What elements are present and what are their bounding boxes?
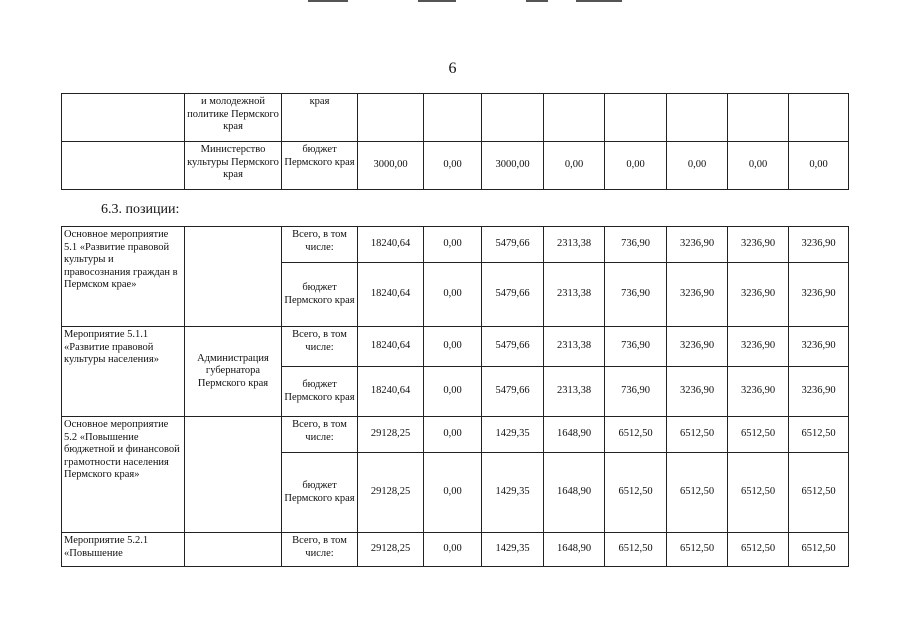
table-row [62,327,849,367]
amount-cell: 6512,50 [789,453,849,533]
amount-cell: 0,00 [424,533,482,567]
amount-cell: 1648,90 [544,533,605,567]
amount-cell [424,94,482,142]
amount-cell: 6512,50 [728,533,789,567]
amount-cell: 5479,66 [482,327,544,367]
amount-cell: 1429,35 [482,533,544,567]
amount-cell: 2313,38 [544,263,605,327]
funding-source-cell: бюджет Пермского края [282,263,358,327]
table-row [62,227,849,263]
amount-cell: 736,90 [605,227,667,263]
amount-cell: 736,90 [605,327,667,367]
amount-cell: 3236,90 [667,327,728,367]
amount-cell: 0,00 [544,142,605,190]
activity-name-cell: Мероприятие 5.2.1 «Повышение [62,533,185,567]
amount-cell: 3236,90 [789,227,849,263]
responsible-cell: Администрация губернатора Пермского края [185,327,282,417]
funding-source-cell: Всего, в том числе: [282,417,358,453]
activity-name-cell: Основное мероприятие 5.2 «Повышение бюджетной и финансовой грамотности населения Пермского края» [62,417,185,533]
amount-cell [605,94,667,142]
responsible-cell [185,417,282,533]
amount-cell: 3236,90 [728,263,789,327]
amount-cell: 736,90 [605,263,667,327]
amount-cell: 0,00 [789,142,849,190]
funding-source-cell: бюджет Пермского края [282,453,358,533]
table-row [62,417,849,453]
responsible-cell: и молодежной политике Пермского края [185,94,282,142]
amount-cell [358,94,424,142]
amount-cell: 3236,90 [728,367,789,417]
amount-cell: 18240,64 [358,263,424,327]
amount-cell: 5479,66 [482,263,544,327]
amount-cell: 3236,90 [667,367,728,417]
amount-cell: 3236,90 [667,263,728,327]
amount-cell [728,94,789,142]
scan-edge-line [308,0,348,2]
continuation-table [61,93,849,190]
amount-cell: 3000,00 [358,142,424,190]
amount-cell: 2313,38 [544,367,605,417]
funding-source-cell: бюджет Пермского края [282,142,358,190]
table-row [62,533,849,567]
amount-cell [667,94,728,142]
amount-cell [789,94,849,142]
amount-cell: 0,00 [728,142,789,190]
amount-cell: 6512,50 [728,417,789,453]
amount-cell: 6512,50 [605,533,667,567]
scan-edge-line [418,0,456,2]
program-cell [62,94,185,142]
amount-cell: 2313,38 [544,227,605,263]
amount-cell: 1429,35 [482,417,544,453]
amount-cell: 6512,50 [667,417,728,453]
amount-cell: 0,00 [605,142,667,190]
amount-cell: 29128,25 [358,453,424,533]
amount-cell: 0,00 [424,367,482,417]
scan-edge-line [526,0,548,2]
amount-cell: 0,00 [424,263,482,327]
positions-table [61,226,849,567]
amount-cell: 18240,64 [358,367,424,417]
amount-cell: 0,00 [424,227,482,263]
scan-edge-line [576,0,622,2]
page-number: 6 [448,60,457,77]
amount-cell: 736,90 [605,367,667,417]
funding-source-cell: края [282,94,358,142]
amount-cell: 3236,90 [789,327,849,367]
table-row [62,94,849,142]
amount-cell [482,94,544,142]
amount-cell: 18240,64 [358,227,424,263]
amount-cell: 0,00 [424,417,482,453]
amount-cell: 5479,66 [482,367,544,417]
activity-name-cell: Основное мероприятие 5.1 «Развитие правовой культуры и правосознания граждан в Пермском крае» [62,227,185,327]
amount-cell: 3236,90 [789,367,849,417]
funding-source-cell: Всего, в том числе: [282,533,358,567]
responsible-cell: Министерство культуры Пермского края [185,142,282,190]
section-label: 6.3. позиции: [101,202,180,217]
amount-cell: 1648,90 [544,453,605,533]
amount-cell: 0,00 [424,142,482,190]
responsible-cell [185,227,282,327]
amount-cell [544,94,605,142]
table-row [62,142,849,190]
amount-cell: 0,00 [424,453,482,533]
amount-cell: 6512,50 [728,453,789,533]
amount-cell: 3236,90 [667,227,728,263]
amount-cell: 3000,00 [482,142,544,190]
amount-cell: 1429,35 [482,453,544,533]
amount-cell: 0,00 [667,142,728,190]
funding-source-cell: Всего, в том числе: [282,327,358,367]
amount-cell: 2313,38 [544,327,605,367]
amount-cell: 18240,64 [358,327,424,367]
amount-cell: 6512,50 [605,417,667,453]
amount-cell: 0,00 [424,327,482,367]
amount-cell: 6512,50 [667,453,728,533]
amount-cell: 6512,50 [789,533,849,567]
amount-cell: 5479,66 [482,227,544,263]
amount-cell: 3236,90 [789,263,849,327]
amount-cell: 3236,90 [728,327,789,367]
amount-cell: 29128,25 [358,417,424,453]
responsible-cell [185,533,282,567]
activity-name-cell: Мероприятие 5.1.1 «Развитие правовой культуры населения» [62,327,185,417]
funding-source-cell: бюджет Пермского края [282,367,358,417]
amount-cell: 6512,50 [605,453,667,533]
program-cell [62,142,185,190]
funding-source-cell: Всего, в том числе: [282,227,358,263]
amount-cell: 3236,90 [728,227,789,263]
amount-cell: 29128,25 [358,533,424,567]
amount-cell: 6512,50 [789,417,849,453]
amount-cell: 1648,90 [544,417,605,453]
amount-cell: 6512,50 [667,533,728,567]
